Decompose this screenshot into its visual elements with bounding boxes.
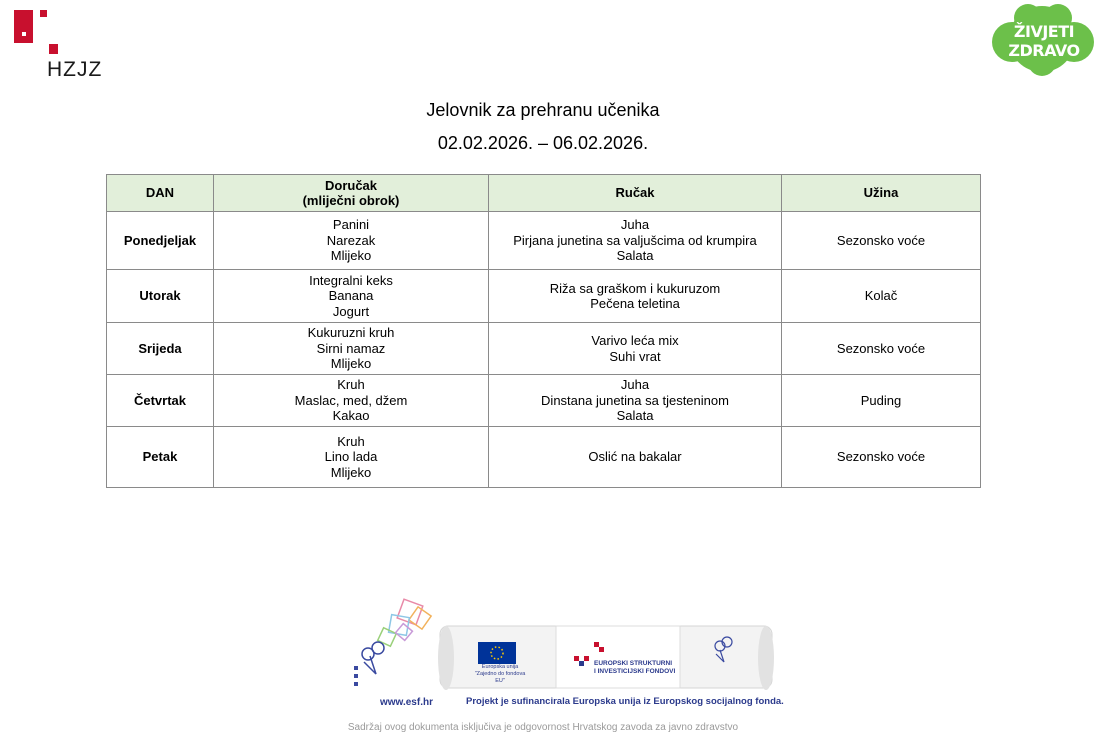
lunch-cell	[489, 323, 782, 375]
breakfast-cell	[214, 375, 489, 427]
breakfast-cell	[214, 270, 489, 323]
lunch-item: Riža sa graškom i kukuruzom	[549, 280, 721, 296]
esf-url-link[interactable]: www.esf.hr	[380, 697, 433, 708]
breakfast-cell	[214, 212, 489, 270]
table-row	[107, 270, 981, 323]
table-row	[107, 212, 981, 270]
esf-footer-banner	[350, 596, 780, 736]
breakfast-item: Kruh	[337, 377, 365, 393]
page-title: Jelovnik za prehranu učenika	[426, 100, 660, 120]
breakfast-item: Lino lada	[324, 449, 378, 465]
day-cell: Četvrtak	[107, 375, 214, 427]
breakfast-item: Integralni keks	[309, 272, 393, 288]
lunch-item: Oslić na bakalar	[588, 449, 682, 465]
header-snack: Užina	[782, 175, 981, 212]
header-breakfast-label: Doručak	[324, 177, 378, 193]
logo-line-zdravo: ZDRAVO	[1008, 41, 1080, 60]
menu-table	[106, 174, 981, 488]
breakfast-item: Maslac, med, džem	[294, 392, 408, 408]
eu-caption	[470, 664, 530, 685]
breakfast-item: Kukuruzni kruh	[307, 325, 395, 341]
lunch-item: Varivo leća mix	[591, 333, 679, 348]
breakfast-item: Mlijeko	[330, 464, 372, 480]
snack-cell: Puding	[782, 375, 981, 427]
eu-flag-icon	[478, 642, 516, 664]
funding-note: Projekt je sufinancirala Europska unija iz Europskog socijalnog fonda.	[466, 696, 784, 707]
lunch-item: Suhi vrat	[609, 348, 661, 364]
breakfast-item: Kakao	[332, 408, 370, 424]
lunch-cell	[489, 270, 782, 323]
breakfast-item: Mlijeko	[330, 356, 372, 372]
day-cell: Utorak	[107, 270, 214, 323]
breakfast-cell	[214, 427, 489, 488]
day-cell: Srijeda	[107, 323, 214, 375]
breakfast-item: Sirni namaz	[316, 340, 386, 356]
date-range: 02.02.2026. – 06.02.2026.	[437, 133, 649, 153]
lunch-cell	[489, 212, 782, 270]
snack-cell: Sezonsko voće	[782, 427, 981, 488]
breakfast-item: Mlijeko	[330, 248, 372, 264]
eu-caption-line2: "Zajedno do fondova EU"	[474, 671, 526, 684]
lunch-cell	[489, 375, 782, 427]
lunch-item: Salata	[616, 408, 654, 424]
snack-cell: Sezonsko voće	[782, 323, 981, 375]
day-cell: Ponedjeljak	[107, 212, 214, 270]
esif-caption-line2: I INVESTICIJSKI FONDOVI	[594, 668, 676, 675]
esf-flower-icon	[354, 599, 431, 686]
header-lunch: Ručak	[489, 175, 782, 212]
table-header-row	[107, 175, 981, 212]
lunch-item: Juha	[620, 377, 650, 393]
header-breakfast	[214, 175, 489, 212]
breakfast-item: Panini	[332, 217, 370, 233]
header-day: DAN	[107, 175, 214, 212]
table-row	[107, 427, 981, 488]
snack-cell: Sezonsko voće	[782, 212, 981, 270]
lunch-item: Pečena teletina	[590, 296, 680, 311]
day-cell: Petak	[107, 427, 214, 488]
eu-caption-line1: Europska unija	[481, 664, 519, 670]
breakfast-item: Narezak	[326, 232, 376, 248]
lunch-item: Dinstana junetina sa tjesteninom	[541, 392, 729, 408]
disclaimer: Sadržaj ovog dokumenta isključiva je odgovornost Hrvatskog zavoda za javno zdravstvo	[347, 722, 739, 733]
lunch-item: Pirjana junetina sa valjušcima od krumpira	[513, 232, 757, 248]
lunch-cell	[489, 427, 782, 488]
esif-caption-line1: EUROPSKI STRUKTURNI	[594, 660, 673, 667]
hzjz-logo	[14, 10, 104, 82]
breakfast-item: Kruh	[337, 433, 365, 449]
header-breakfast-sub: (mliječni obrok)	[302, 193, 400, 208]
lunch-item: Juha	[620, 217, 650, 233]
breakfast-item: Jogurt	[332, 303, 370, 319]
esif-caption	[594, 660, 675, 676]
breakfast-item: Banana	[328, 288, 374, 304]
breakfast-cell	[214, 323, 489, 375]
logo-line-zivjeti: ŽIVJETI	[1013, 22, 1075, 41]
snack-cell: Kolač	[782, 270, 981, 323]
zivjeti-zdravo-logo	[988, 0, 1096, 78]
table-row	[107, 323, 981, 375]
table-row	[107, 375, 981, 427]
hzjz-logo-text: HZJZ	[47, 58, 103, 81]
lunch-item: Salata	[616, 248, 654, 264]
